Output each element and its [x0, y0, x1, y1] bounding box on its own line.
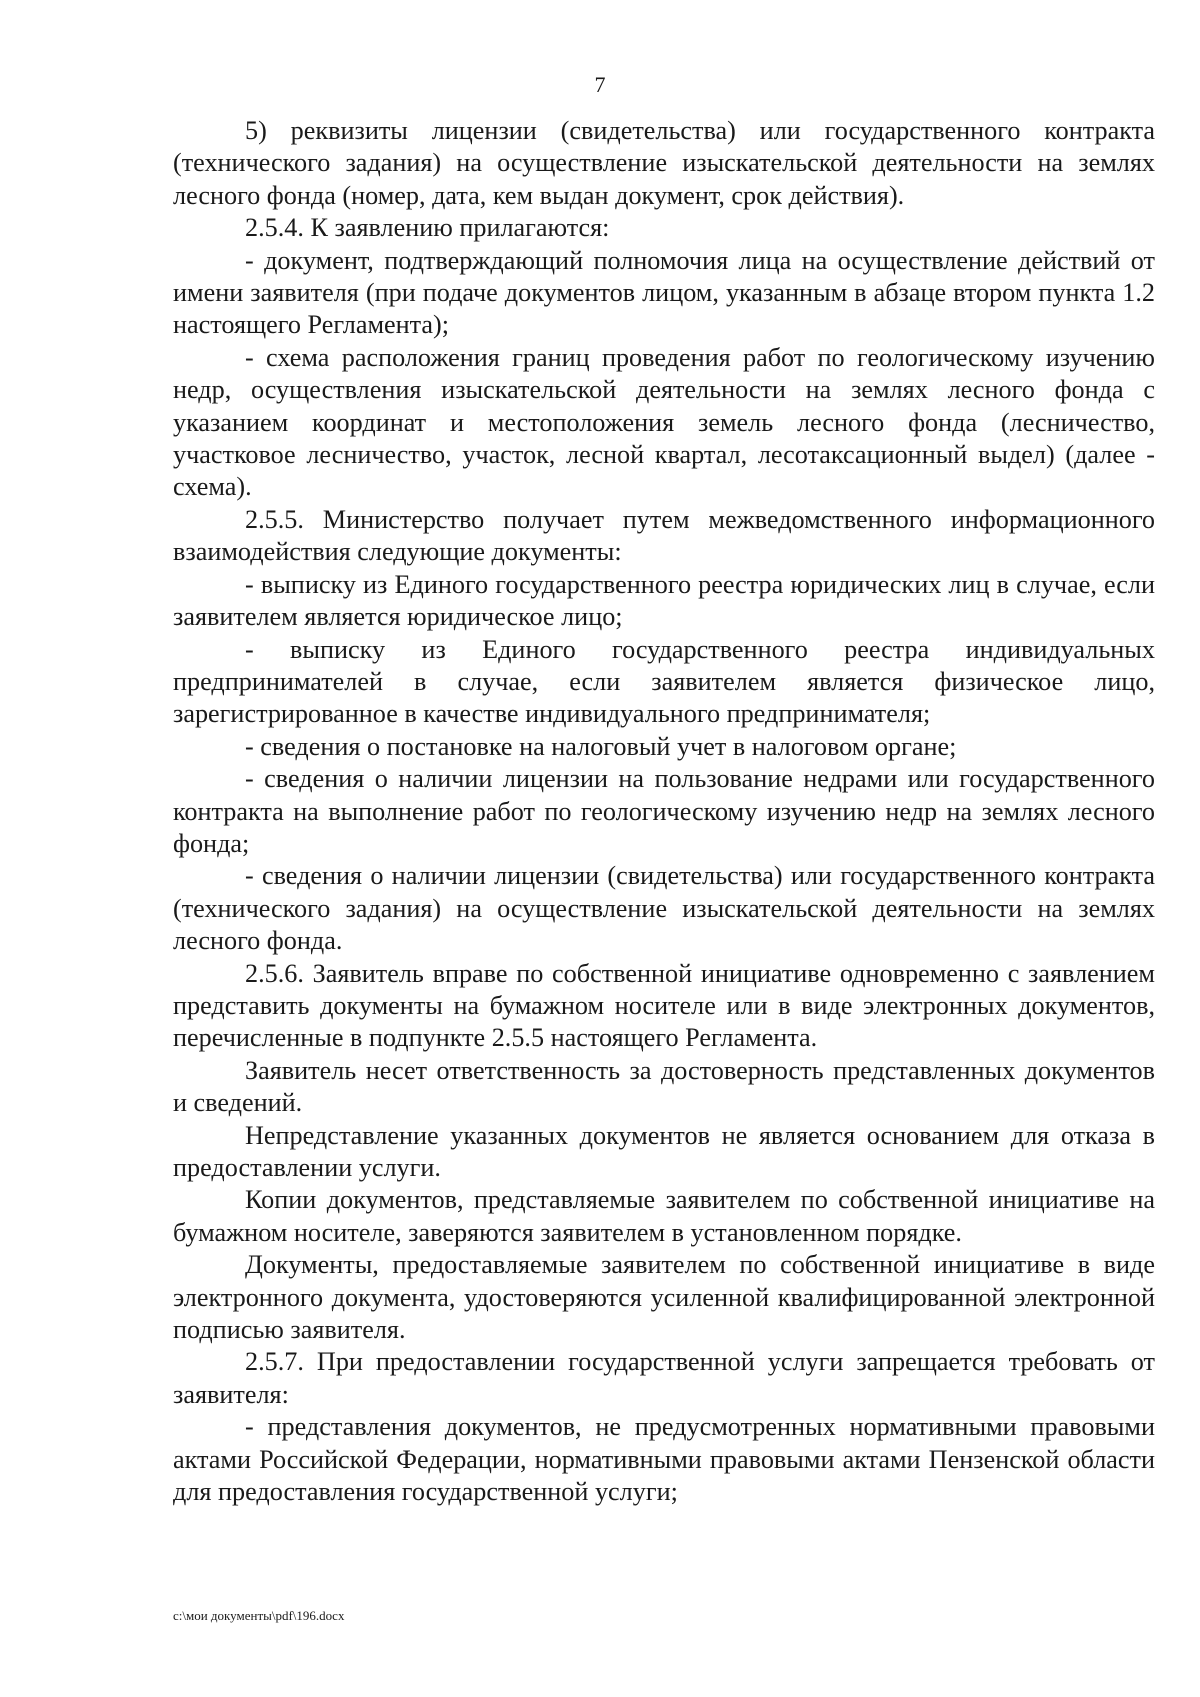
paragraph: 5) реквизиты лицензии (свидетельства) или государственного контракта (технического задания) на осуществление изыскательской деятельности на землях лесного фонда (номер, дата, кем выдан документ, срок действия).: [173, 116, 1155, 210]
footer-file-path: c:\мои документы\pdf\196.docx: [173, 1608, 345, 1623]
paragraph: 2.5.6. Заявитель вправе по собственной инициативе одновременно с заявлением представить документы на бумажном носителе или в виде электронных документов, перечисленные в подпункте 2.5.5 настоящего Регламента.: [173, 958, 1155, 1053]
paragraph: 2.5.4. К заявлению прилагаются:: [245, 213, 610, 243]
document-body: [173, 115, 1155, 1508]
paragraph: - выписку из Единого государственного реестра индивидуальных предпринимателей в случае, если заявителем является физическое лицо, зарегистрированное в качестве индивидуального предпринимателя;: [173, 634, 1155, 729]
paragraph: - выписку из Единого государственного реестра юридических лиц в случае, если заявителем является юридическое лицо;: [173, 569, 1155, 632]
paragraph: - сведения о постановке на налоговый учет в налоговом органе;: [245, 731, 957, 761]
paragraph: - представления документов, не предусмотренных нормативными правовыми актами Российской Федерации, нормативными правовыми актами Пензенской области для предоставления государственной услуги;: [173, 1412, 1155, 1507]
paragraph: Заявитель несет ответственность за достоверность представленных документов и сведений.: [173, 1055, 1155, 1118]
paragraph: Документы, предоставляемые заявителем по собственной инициативе в виде электронного документа, удостоверяются усиленной квалифицированной электронной подписью заявителя.: [173, 1250, 1155, 1345]
paragraph: - документ, подтверждающий полномочия лица на осуществление действий от имени заявителя (при подаче документов лицом, указанным в абзаце втором пункта 1.2 настоящего Регламента);: [173, 245, 1155, 340]
paragraph: 2.5.7. При предоставлении государственной услуги запрещается требовать от заявителя:: [173, 1347, 1155, 1409]
paragraph: 2.5.5. Министерство получает путем межведомственного информационного взаимодействия следующие документы:: [173, 504, 1155, 567]
paragraph: - сведения о наличии лицензии (свидетельства) или государственного контракта (технического задания) на осуществление изыскательской деятельности на землях лесного фонда.: [173, 861, 1155, 956]
paragraph: Копии документов, представляемые заявителем по собственной инициативе на бумажном носителе, заверяются заявителем в установленном порядке.: [173, 1185, 1155, 1247]
paragraph: - схема расположения границ проведения работ по геологическому изучению недр, осуществления изыскательской деятельности на землях лесного фонда с указанием координат и местоположения земель лесного фонда (лесничество, участковое лесничество, участок, лесной квартал, лесотаксационный выдел) (далее - схема).: [173, 342, 1155, 502]
paragraph: Непредставление указанных документов не является основанием для отказа в предоставлении услуги.: [173, 1120, 1155, 1182]
page-number: 7: [594, 72, 606, 97]
paragraph: - сведения о наличии лицензии на пользование недрами или государственного контракта на выполнение работ по геологическому изучению недр на землях лесного фонда;: [173, 764, 1155, 858]
